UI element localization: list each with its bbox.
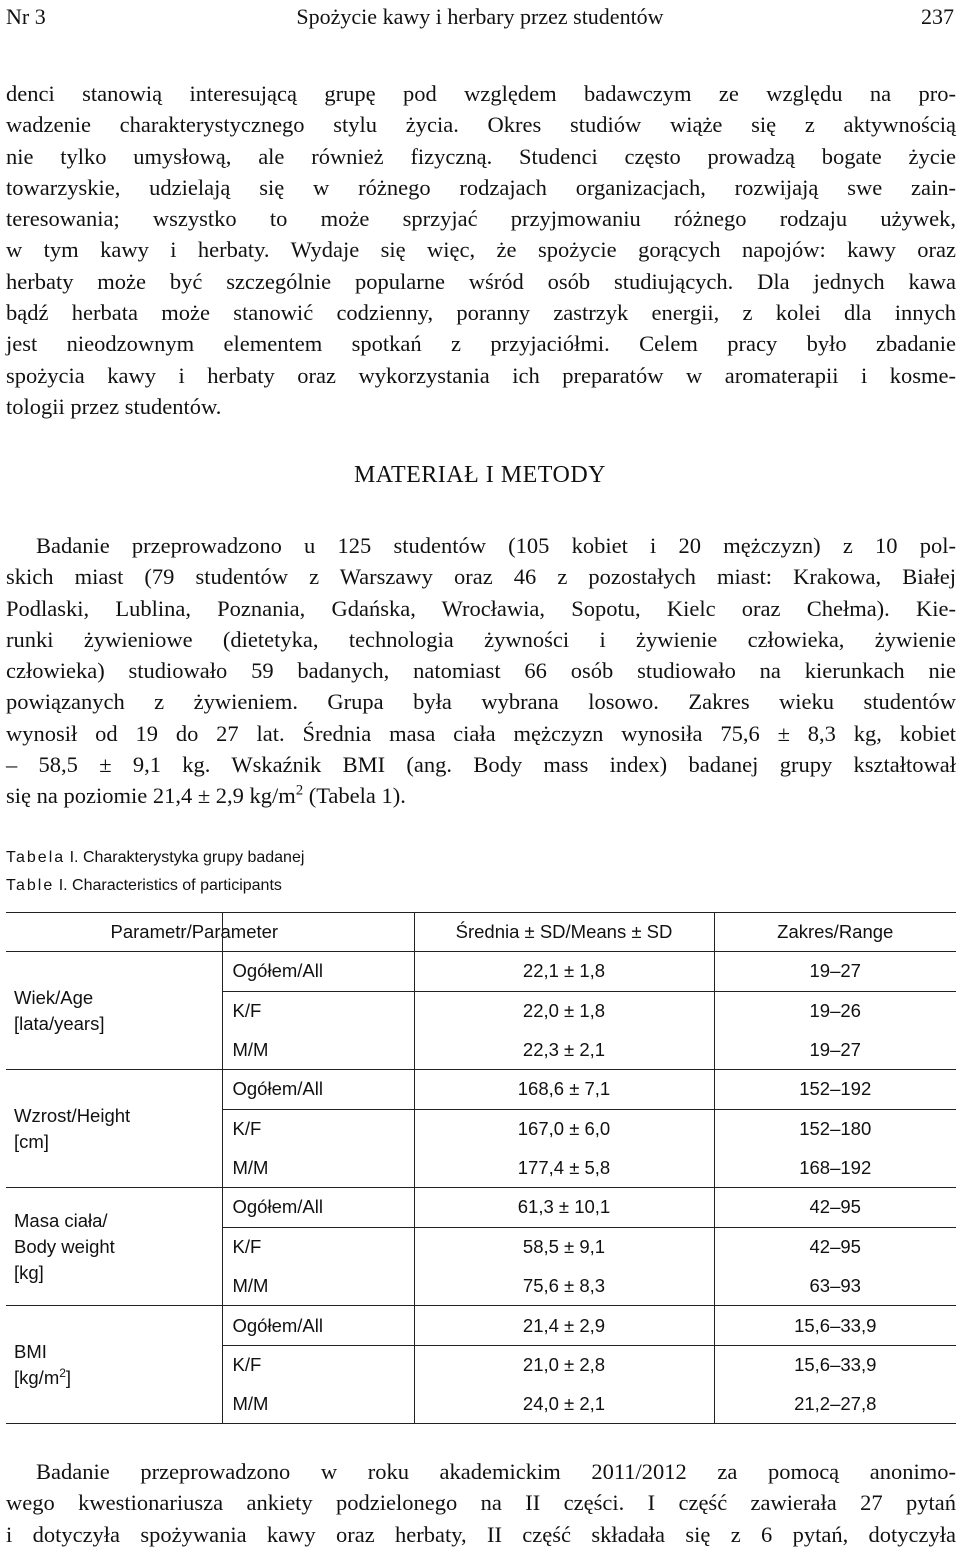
group-label-height (6, 1070, 222, 1188)
text-line: wadzenie charakterystycznego stylu życia. Okres studiów wiąże się z aktywnością (6, 112, 956, 138)
caption-text: I. Charakterystyka grupy badanej (65, 849, 305, 866)
group-label-suffix: ] (65, 1366, 72, 1388)
mean-cell: 22,1 ± 1,8 (414, 952, 714, 992)
text-line: Badanie przeprowadzono w roku akademickim 2011/2012 za pomocą anonimo- (36, 1459, 956, 1484)
param-cell: Ogółem/All (222, 952, 414, 992)
mean-cell: 61,3 ± 10,1 (414, 1188, 714, 1228)
text-line: Badanie przeprowadzono u 125 studentów (105 kobiet i 20 mężczyzn) z 10 pol- (36, 533, 956, 558)
text-line: tologii przez studentów. (6, 393, 222, 419)
text-line: wynosił od 19 do 27 lat. Średnia masa ciała mężczyzn wynosiła 75,6 ± 8,3 kg, kobiet (6, 720, 956, 746)
text-line: w tym kawy i herbaty. Wydaje się więc, że spożycie gorących napojów: kawy oraz (6, 237, 956, 263)
param-cell: K/F (222, 1227, 414, 1266)
mean-cell: 167,0 ± 6,0 (414, 1109, 714, 1148)
group-label-line: [kg/m (14, 1366, 60, 1388)
running-title: Spożycie kawy i herbary przez studentów (296, 4, 664, 29)
table-caption-pl (6, 848, 304, 868)
param-cell: M/M (222, 1030, 414, 1069)
mean-cell: 21,4 ± 2,9 (414, 1306, 714, 1346)
table-row (6, 1188, 956, 1228)
text-line: wego kwestionariusza ankiety podzielonego na II części. I część zawierała 27 pytań (6, 1490, 956, 1516)
group-label-age (6, 952, 222, 1070)
group-label-line: Masa ciała/ (14, 1209, 108, 1231)
text-line: skich miast (79 studentów z Warszawy oraz 46 z pozostałych miast: Krakowa, Białej (6, 564, 956, 590)
text-line: teresowania; wszystko to może sprzyjać przyjmowaniu różnego rodzaju używek, (6, 206, 956, 232)
param-cell: K/F (222, 1109, 414, 1148)
text-fragment: (Tabela 1). (303, 783, 406, 809)
group-label-line: BMI (14, 1340, 47, 1362)
range-cell: 19–27 (714, 952, 956, 992)
group-label-bmi (6, 1306, 222, 1424)
text-line (6, 780, 956, 811)
table-row (6, 1306, 956, 1346)
mean-cell: 75,6 ± 8,3 (414, 1267, 714, 1306)
range-cell: 63–93 (714, 1267, 956, 1306)
header-parameter (110, 913, 414, 952)
superscript: 2 (295, 782, 304, 799)
range-cell: 168–192 (714, 1148, 956, 1187)
table-row (6, 952, 956, 992)
param-cell: M/M (222, 1148, 414, 1187)
methods-paragraph (6, 530, 956, 812)
range-cell: 21,2–27,8 (714, 1385, 956, 1424)
mean-cell: 22,0 ± 1,8 (414, 991, 714, 1030)
group-label-line: [kg] (14, 1261, 44, 1283)
param-cell: Ogółem/All (222, 1306, 414, 1346)
group-label-line: [cm] (14, 1130, 49, 1152)
superscript: 2 (59, 1365, 66, 1380)
param-cell: Ogółem/All (222, 1188, 414, 1228)
header-parameter-text: Parametr/Parameter (110, 921, 279, 942)
running-header (6, 2, 954, 32)
table-header-row (6, 913, 956, 952)
range-cell: 152–180 (714, 1109, 956, 1148)
caption-text: I. Characteristics of participants (54, 877, 282, 894)
group-label-line: Body weight (14, 1235, 115, 1257)
param-cell: K/F (222, 1345, 414, 1384)
intro-paragraph (6, 78, 956, 422)
text-line: i dotyczyła spożywania kawy oraz herbaty, II część składała się z 6 pytań, dotyczyła (6, 1521, 956, 1547)
group-label-weight (6, 1188, 222, 1306)
caption-label: Table (6, 877, 55, 894)
caption-label: Tabela (6, 849, 66, 866)
header-mean: Średnia ± SD/Means ± SD (414, 913, 714, 952)
range-cell: 19–26 (714, 991, 956, 1030)
text-line: nie tylko umysłową, ale również fizyczną. Studenci często prowadzą bogate życie (6, 143, 956, 169)
mean-cell: 21,0 ± 2,8 (414, 1345, 714, 1384)
group-label-line: [lata/years] (14, 1012, 105, 1034)
range-cell: 42–95 (714, 1188, 956, 1228)
param-cell: M/M (222, 1267, 414, 1306)
range-cell: 19–27 (714, 1030, 956, 1069)
text-line: człowieka) studiowało 59 badanych, natomiast 66 osób studiowało na kierunkach nie (6, 658, 956, 684)
text-line: herbaty może być szczególnie popularne wśród osób studiujących. Dla jednych kawa (6, 268, 956, 294)
group-label-line: Wzrost/Height (14, 1104, 131, 1126)
table-caption-en (6, 876, 282, 896)
text-line: jest nieodzownym elementem spotkań z przyjaciółmi. Celem pracy było zbadanie (6, 331, 956, 357)
param-cell: K/F (222, 991, 414, 1030)
issue-number: Nr 3 (6, 4, 46, 29)
header-range: Zakres/Range (714, 913, 956, 952)
group-label-line: Wiek/Age (14, 986, 94, 1008)
mean-cell: 22,3 ± 2,1 (414, 1030, 714, 1069)
mean-cell: 168,6 ± 7,1 (414, 1070, 714, 1110)
text-fragment: się na poziomie 21,4 ± 2,9 kg/m (6, 783, 296, 809)
range-cell: 42–95 (714, 1227, 956, 1266)
text-line: runki żywieniowe (dietetyka, technologia żywności i żywienie człowieka, żywienie (6, 626, 956, 652)
table-row (6, 1070, 956, 1110)
text-line: denci stanowią interesującą grupę pod względem badawczym ze względu na pro- (6, 81, 956, 106)
param-cell: M/M (222, 1385, 414, 1424)
text-line: bądź herbata może stanowić codzienny, poranny zastrzyk energii, z kolei dla innych (6, 300, 956, 326)
text-line: powiązanych z żywieniem. Grupa była wybrana losowo. Zakres wieku studentów (6, 689, 956, 715)
param-cell: Ogółem/All (222, 1070, 414, 1110)
text-line: Podlaski, Lublina, Poznania, Gdańska, Wrocławia, Sopotu, Kielc oraz Chełma). Kie- (6, 595, 956, 621)
mean-cell: 58,5 ± 9,1 (414, 1227, 714, 1266)
text-line: towarzyskie, udzielają się w różnego rodzajach organizacjach, rozwijają swe zain- (6, 174, 956, 200)
mean-cell: 177,4 ± 5,8 (414, 1148, 714, 1187)
text-line: – 58,5 ± 9,1 kg. Wskaźnik BMI (ang. Body mass index) badanej grupy kształtował (6, 752, 956, 778)
mean-cell: 24,0 ± 2,1 (414, 1385, 714, 1424)
participants-table (6, 912, 956, 1424)
range-cell: 152–192 (714, 1070, 956, 1110)
range-cell: 15,6–33,9 (714, 1306, 956, 1346)
section-heading: MATERIAŁ I METODY (353, 462, 607, 488)
range-cell: 15,6–33,9 (714, 1345, 956, 1384)
closing-paragraph (6, 1456, 956, 1550)
page-number: 237 (921, 4, 954, 29)
text-line: spożycia kawy i herbaty oraz wykorzystania ich preparatów w aromaterapii i kosme- (6, 362, 956, 388)
